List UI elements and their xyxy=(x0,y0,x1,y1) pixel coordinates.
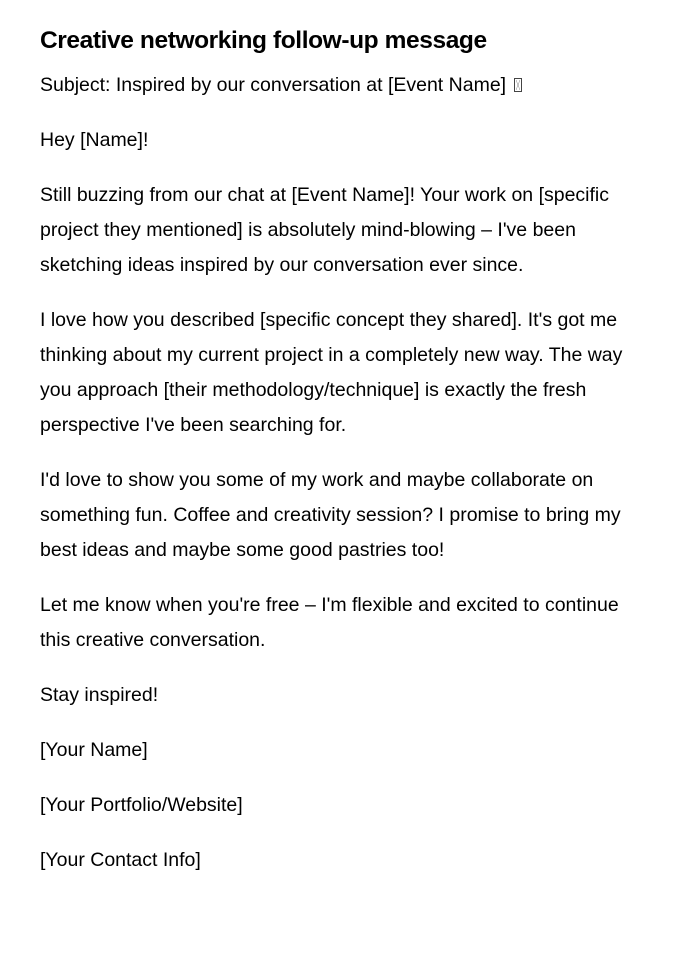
signature-portfolio: [Your Portfolio/Website] xyxy=(40,794,243,816)
document-title: Creative networking follow-up message xyxy=(40,27,487,54)
subject-line xyxy=(40,68,650,103)
greeting: Hey [Name]! xyxy=(40,129,149,151)
body-paragraph: Still buzzing from our chat at [Event Name]! Your work on [specific project they mentioned] is absolutely mind-blowing – I've been sketching ideas inspired by our conversation ever since. xyxy=(40,184,610,276)
signature-contact: [Your Contact Info] xyxy=(40,849,201,871)
body-paragraph: Let me know when you're free – I'm flexible and excited to continue this creative conversation. xyxy=(40,594,619,651)
body-paragraph: I'd love to show you some of my work and maybe collaborate on something fun. Coffee and creativity session? I promise to bring my best ideas and maybe some good pastries too! xyxy=(40,469,621,561)
missing-glyph-icon xyxy=(514,78,522,92)
subject-text: Subject: Inspired by our conversation at [Event Name] xyxy=(40,74,507,96)
sign-off: Stay inspired! xyxy=(40,684,159,706)
document-page xyxy=(40,24,650,898)
body-paragraph: I love how you described [specific concept they shared]. It's got me thinking about my current project in a completely new way. The way you approach [their methodology/technique] is exactly the fresh perspective I've been searching for. xyxy=(40,309,623,436)
signature-name: [Your Name] xyxy=(40,739,148,761)
